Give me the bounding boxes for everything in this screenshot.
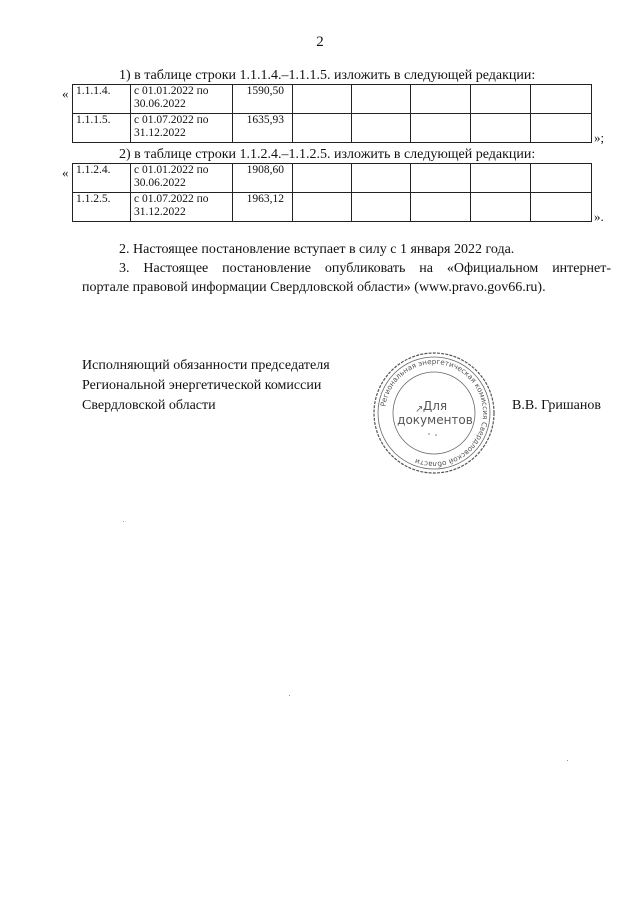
empty-cell bbox=[531, 85, 592, 114]
row-code: 1.1.1.5. bbox=[73, 114, 131, 143]
stamp-mark-icon: ↗ bbox=[415, 404, 424, 415]
period-start: с 01.01.2022 по bbox=[134, 85, 209, 97]
amendment-2-instruction: 2) в таблице строки 1.1.2.4.–1.1.2.5. изложить в следующей редакции: bbox=[119, 147, 536, 162]
amendment-1-close-quote: »; bbox=[594, 130, 605, 145]
period-start: с 01.01.2022 по bbox=[134, 164, 209, 176]
page-number: 2 bbox=[316, 34, 324, 50]
empty-cell bbox=[293, 85, 352, 114]
empty-cell bbox=[352, 164, 411, 193]
row-price: 1590,50 bbox=[233, 85, 293, 114]
period-end: 30.06.2022 bbox=[134, 177, 186, 189]
amendment-2-table bbox=[72, 163, 592, 222]
stamp-dot bbox=[435, 434, 437, 436]
stamp-center-line2: документов bbox=[397, 413, 473, 427]
signer-title-line2: Региональной энергетической комиссии bbox=[82, 378, 322, 393]
period-end: 30.06.2022 bbox=[134, 98, 186, 110]
empty-cell bbox=[352, 85, 411, 114]
row-code: 1.1.2.5. bbox=[73, 193, 131, 222]
paragraph-publication-line2: портале правовой информации Свердловской области» (www.pravo.gov66.ru). bbox=[82, 280, 546, 295]
official-stamp bbox=[369, 350, 499, 476]
empty-cell bbox=[352, 193, 411, 222]
empty-cell bbox=[293, 164, 352, 193]
row-period bbox=[131, 164, 233, 193]
empty-cell bbox=[293, 114, 352, 143]
table-row bbox=[73, 114, 592, 143]
stamp-ring-text: Региональная энергетическая комиссия Свердловской области bbox=[378, 356, 491, 470]
stamp-dot bbox=[428, 433, 430, 435]
empty-cell bbox=[352, 114, 411, 143]
amendment-1-open-quote: « bbox=[62, 86, 69, 101]
period-start: с 01.07.2022 по bbox=[134, 114, 209, 126]
amendment-1-table bbox=[72, 84, 592, 143]
empty-cell bbox=[471, 164, 531, 193]
amendment-2-open-quote: « bbox=[62, 165, 69, 180]
period-end: 31.12.2022 bbox=[134, 206, 186, 218]
empty-cell bbox=[531, 193, 592, 222]
row-period bbox=[131, 85, 233, 114]
stamp-center-line1: Для bbox=[422, 399, 448, 413]
period-end: 31.12.2022 bbox=[134, 127, 186, 139]
table-row bbox=[73, 85, 592, 114]
scan-speck bbox=[289, 695, 290, 696]
empty-cell bbox=[411, 164, 471, 193]
stamp-seal-icon bbox=[369, 350, 499, 476]
scan-speck bbox=[567, 760, 568, 761]
signer-title-line1: Исполняющий обязанности председателя bbox=[82, 358, 330, 373]
paragraph-publication-line1: 3. Настоящее постановление опубликовать на «Официальном интернет- bbox=[119, 261, 611, 276]
signer-title bbox=[82, 356, 330, 416]
scan-speck bbox=[123, 521, 124, 522]
amendment-1-instruction: 1) в таблице строки 1.1.1.4.–1.1.1.5. изложить в следующей редакции: bbox=[119, 68, 536, 83]
row-price: 1635,93 bbox=[233, 114, 293, 143]
empty-cell bbox=[411, 193, 471, 222]
row-price: 1963,12 bbox=[233, 193, 293, 222]
empty-cell bbox=[471, 193, 531, 222]
empty-cell bbox=[411, 114, 471, 143]
row-price: 1908,60 bbox=[233, 164, 293, 193]
amendment-2-close-quote: ». bbox=[594, 209, 604, 224]
row-period bbox=[131, 193, 233, 222]
empty-cell bbox=[471, 85, 531, 114]
table-row bbox=[73, 193, 592, 222]
paragraph-effective-date: 2. Настоящее постановление вступает в силу с 1 января 2022 года. bbox=[119, 242, 515, 257]
empty-cell bbox=[531, 164, 592, 193]
table-row bbox=[73, 164, 592, 193]
signer-name: В.В. Гришанов bbox=[512, 398, 601, 413]
period-start: с 01.07.2022 по bbox=[134, 193, 209, 205]
empty-cell bbox=[471, 114, 531, 143]
signer-title-line3: Свердловской области bbox=[82, 398, 216, 413]
row-period bbox=[131, 114, 233, 143]
row-code: 1.1.1.4. bbox=[73, 85, 131, 114]
row-code: 1.1.2.4. bbox=[73, 164, 131, 193]
empty-cell bbox=[293, 193, 352, 222]
empty-cell bbox=[411, 85, 471, 114]
empty-cell bbox=[531, 114, 592, 143]
